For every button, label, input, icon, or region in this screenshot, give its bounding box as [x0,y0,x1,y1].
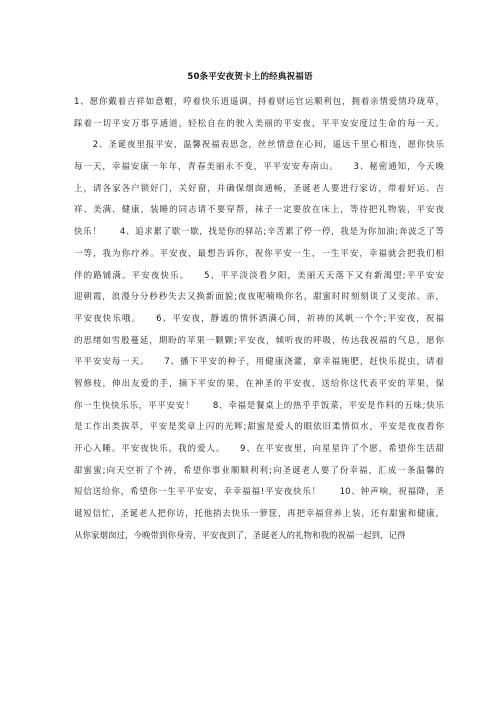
text-line: 从你家烟囱过，今晚带到你身旁，平安夜到了，圣诞老人的礼物和我的祝福一起到，记得 [74,530,406,541]
text-line: 短信送给你，希望你一生平平安安，幸幸福福!平安夜快乐！ 10、钟声响，祝福降，圣 [74,487,444,498]
text-line: 一等，我为你疗养。平安夜，最想告诉你，祝你平安一生，一生平安，幸福就会把我们相 [74,248,444,259]
text-line: 诞短信忙，圣诞老人把你访，托他捎去快乐一箩筐，再把幸福营养上装，还有甜蜜和健康， [74,509,444,520]
text-line: 是工作出类拔萃，平安是奖章上闪的光辉;甜蜜是爱人的眼依旧柔情似水，平安是夜夜看你 [74,422,444,433]
text-line: 甜蜜蜜;向天空祈了个祷，希望你事业顺顺利利;向圣诞老人要了份幸福，汇成一条温馨的 [74,465,444,476]
text-line: 祥、美满、健康，装睡的同志请不要穿帮，袜子一定要放在床上，等待把礼物装，平安夜 [74,205,444,216]
text-line: 2、圣诞夜里报平安，温馨祝福表思念，丝丝情意在心间，遥远千里心相连，愿你快乐 [74,140,444,151]
text-line: 1、愿你戴着吉祥如意帽，哼着快乐逍遥调，捋着财运官运顺利包，拥着亲情爱情玲珑草， [74,97,444,107]
text-line: 迎朝霞，浪漫分分秒秒失去又换新面貌;夜夜呢喃唤你名，甜蜜时时刻刻谈了又变浓。亲， [74,292,444,303]
text-line: 上，请各家各户锁好门，关好窗，并确保烟囱通畅，圣诞老人要进行家访，带着好运、吉 [74,183,444,194]
text-line: 踩着一切平安万事亨通道，轻松自在的驶入美丽的平安夜，平平安安度过生命的每一天。 [74,118,444,129]
text-line: 你一生快快乐乐，平平安安！ 8、幸福是餐桌上的热乎乎饭菜，平安是作料的五味;快乐 [74,400,444,411]
document-title: 50条平安夜贺卡上的经典祝福语 [187,72,313,82]
text-line: 平平安安每一天。 7、播下平安的种子，用健康浇灌，拿幸福施肥，赶快乐捉虫，请着 [74,357,444,368]
text-line: 智修枝，伸出友爱的手，摘下平安的果，在神圣的平安夜，送给你这代表平安的苹果，保 [74,378,444,389]
text-line: 每一天，幸福安康一年年，青春美丽永不变，平平安安寿南山。 3、秘密通知，今天晚 [74,162,444,173]
text-line: 伴的路铺满。平安夜快乐。 5、平平淡淡看夕阳，美丽天天落下又有新渴望;平平安安 [74,270,444,281]
text-line: 平安夜快乐哦。 6、平安夜，静谧的情怀洒满心间，祈祷的风帆一个个;平安夜，祝福 [74,313,444,324]
text-line: 开心入睡。平安夜快乐，我的爱人。 9、在平安夜里，向星星许了个愿，希望你生活甜 [74,444,444,454]
text-line: 的思绪如雪般蔓延，期盼的苹果一颗颗;平安夜，倾听夜的呼吸，传达我祝福的气息，愿你 [74,335,444,346]
text-line: 快乐！ 4、追求累了歇一歇，找是你的驿站;辛苦累了停一停，我是为你加油;奔波乏了等 [74,227,444,238]
document-body [74,92,444,547]
